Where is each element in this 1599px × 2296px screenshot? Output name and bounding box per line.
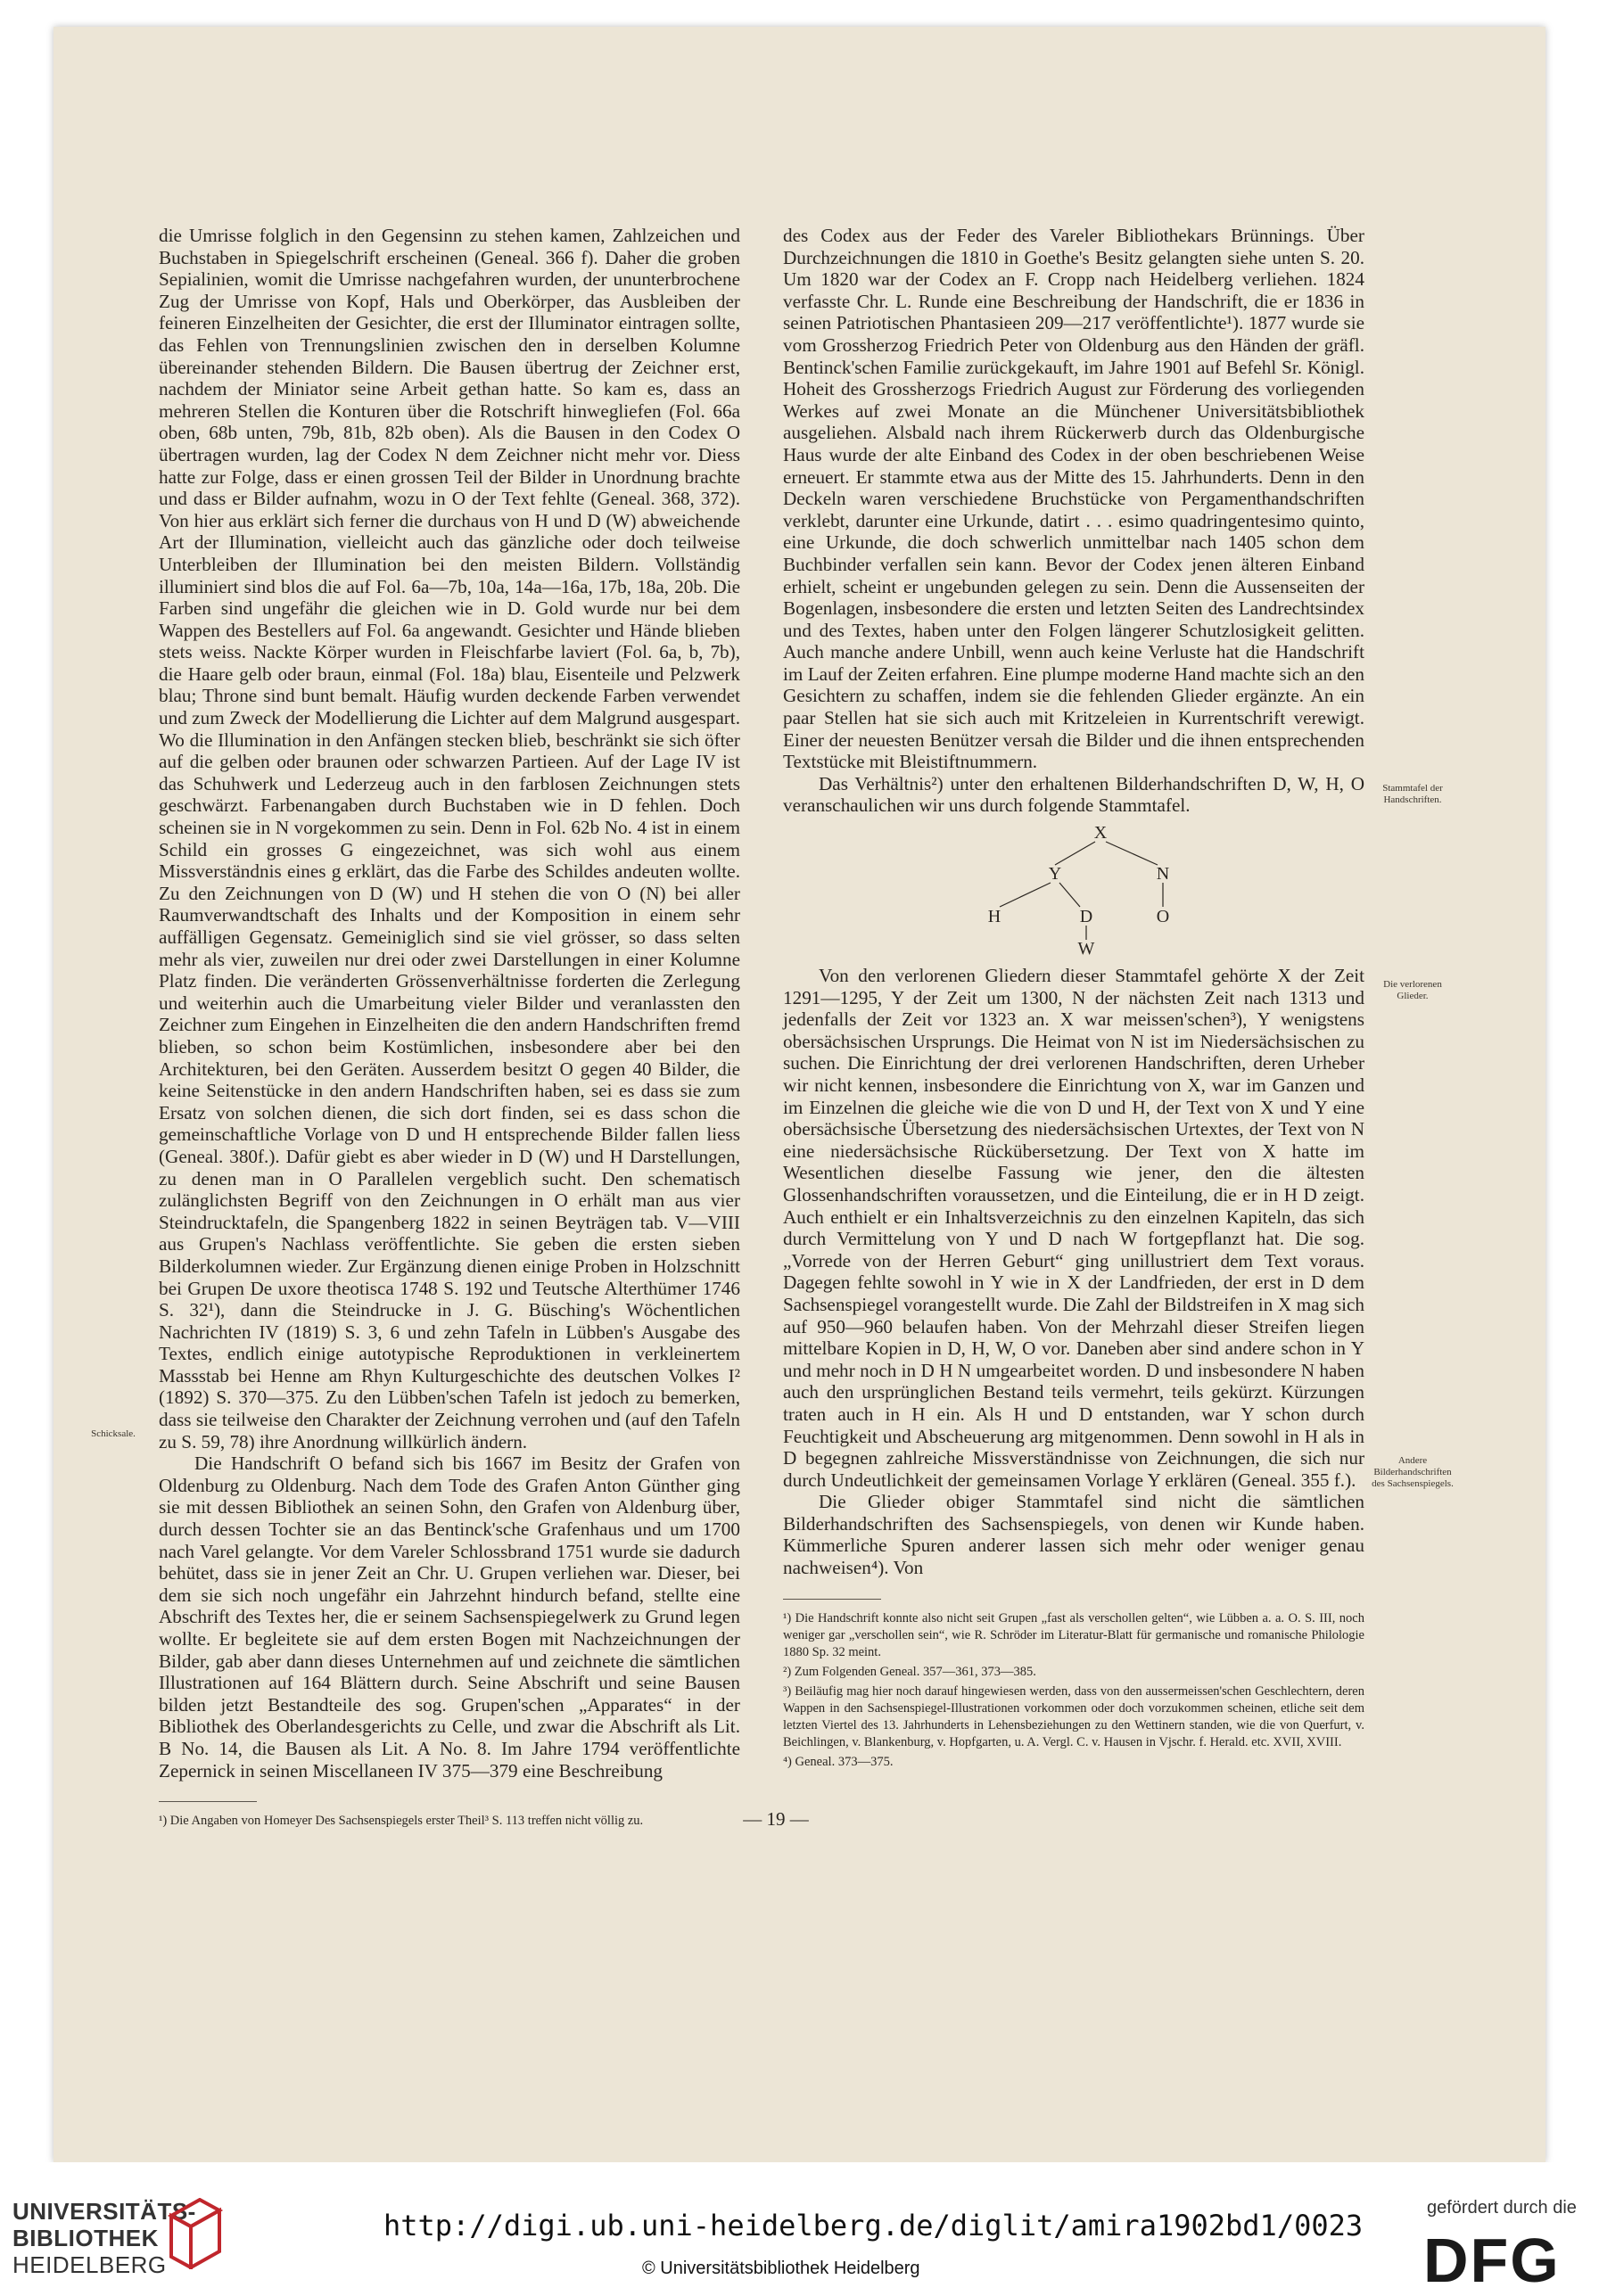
stemma-lines: [783, 822, 1364, 956]
footnote-rule: [159, 1801, 257, 1802]
stemma-node-y: Y: [1048, 864, 1062, 885]
right-column: [783, 225, 1364, 1773]
margin-note-verlorene: Die verlorenen Glieder.: [1383, 979, 1442, 1001]
stemma-node-h: H: [987, 907, 1001, 927]
paragraph: Das Verhältnis²) unter den erhaltenen Bilderhandschriften D, W, H, O veranschaulichen wir uns durch folgende Stammtafel.: [783, 772, 1364, 817]
book-icon: [164, 2198, 227, 2269]
paragraph: des Codex aus der Feder des Vareler Bibliothekars Brünnings. Über Durchzeichnungen die 1810 in Goethe's Besitz gelangten siehe unten S. 20. Um 1820 war der Codex an F. Cropp nach Heidelberg verliehen. 1824 verfasste Chr. L. Runde eine Beschreibung der Handschrift, die er 1836 in seinen Patriotischen Phantasieen 209—217 veröffentlichte¹). 1877 wurde sie vom Grossherzog Friedrich Peter von Oldenburg aus den Händen der gräfl. Bentinck'schen Familie zurückgekauft, im Jahre 1901 auf Befehl Sr. Königl. Hoheit des Grossherzogs Friedrich August zur Förderung des vorliegenden Werkes auf zwei Monate an die Münchener Universitätsbibliothek ausgeliehen. Alsbald nach ihrem Rückerwerb durch das Oldenburgische Haus wurde der alte Einband des Codex in der oben beschriebenen Weise erneuert. Er stammte etwa aus der Mitte des 15. Jahrhunderts. Denn in den Deckeln waren verschiedene Bruchstücke von Pergamenthandschriften verklebt, darunter eine Urkunde, datirt . . . esimo quadringentesimo quinto, eine Urkunde, die doch schwerlich unmittelbar nach 1405 schon dem Buchbinder verfallen sein kann. Bevor der Codex jenen älteren Einband erhielt, scheint er ungebunden gelegen zu sein. Denn die Aussenseiten der Bogenlagen, insbesondere die ersten und letzten Seiten des Landrechtsindex und des Textes, haben unter den Folgen längerer Schutzlosigkeit gelitten. Auch manche andere Unbill, wenn auch keine Verluste hat die Handschrift im Lauf der Zeiten erfahren. Eine plumpe moderne Hand machte sich an den Gesichtern zu schaffen, indem sie die fehlenden Glieder ergänzte. An ein paar Stellen hat sie sich auch mit Kritzeleien in Kurrentschrift verewigt. Einer der neuesten Benützer versah die Bilder und die ihnen entsprechenden Textstücke mit Bleistiftnummern.: [783, 225, 1364, 773]
footnote: ¹) Die Handschrift konnte also nicht seit Grupen „fast als verschollen gelten“, wie Lübben a. a. O. S. III, noch weniger gar „verschollen sein“, wie R. Schröder im Literatur-Blatt für germanische und romanische Philologie 1880 Sp. 32 meint.: [783, 1610, 1364, 1659]
footnote: ¹) Die Angaben von Homeyer Des Sachsenspiegels erster Theil³ S. 113 treffen nicht völlig zu.: [159, 1814, 644, 1829]
library-name-line3: HEIDELBERG: [12, 2251, 167, 2278]
university-library-logo: [5, 2189, 228, 2278]
left-footnotes: [159, 1813, 740, 1830]
stemma-node-x: X: [1093, 823, 1108, 844]
footnote-rule: [783, 1599, 881, 1600]
stemma-node-w: W: [1077, 939, 1095, 959]
footnote: ³) Beiläufig mag hier noch darauf hingewiesen werden, dass von den aussermeissen'schen Geschlechtern, deren Wappen in den Sachsenspiegel-Illustrationen vorkommen oder doch vorzukommen scheinen, etliche seit dem letzten Viertel des 13. Jahrhunderts in Lehensbeziehungen zu den Wettinern standen, wie die von Querfurt, v. Beichlingen, v. Blankenburg, v. Hopfgarten, u. A. Vergl. C. v. Hausen in Vjschr. f. Herald. etc. XVII, XVIII.: [783, 1683, 1364, 1749]
margin-note-andere: Andere Bilderhandschriften des Sachsenspiegels.: [1372, 1455, 1454, 1489]
paragraph: Die Handschrift O befand sich bis 1667 im Besitz der Grafen von Oldenburg zu Oldenburg. Nach dem Tode des Grafen Anton Günther ging sie mit dessen Bibliothek an seinen Sohn, den Grafen von Aldenburg über, durch dessen Tochter sie an das Bentinck'sche Grafenhaus und um 1700 nach Varel gelangte. Vor dem Vareler Schlossbrand 1751 wurde sie dadurch behütet, dass sie in jener Zeit an Chr. U. Grupen verliehen war. Dieser, bei dem sie sich noch ungefähr ein Jahrzehnt hindurch befand, stellte eine Abschrift des Textes her, die er seinem Sachsenspiegelwerk zu Grund legen wollte. Er begleitete sie auf dem ersten Bogen mit Nachzeichnungen der Bilder, gab aber dann dieses Unternehmen auf und zeichnete die sämtlichen Illustrationen auf 164 Blättern durch. Seine Abschrift und seine Bausen bilden jetzt Bestandteile des sog. Grupen'schen „Apparates“ in der Bibliothek des Oberlandesgerichts zu Celle, und zwar die Abschrift als Lit. B No. 14, die Bausen als Lit. A No. 8. Im Jahre 1794 veröffentlichte Zepernick in seinen Miscellaneen IV 375—379 eine Beschreibung: [159, 1452, 740, 1782]
dfg-logo: DFG: [1423, 2226, 1561, 2295]
paragraph: Von den verlorenen Gliedern dieser Stammtafel gehörte X der Zeit 1291—1295, Y der Zeit um 1300, N der nächsten Zeit nach 1313 und jedenfalls der Zeit vor 1323 an. X war meissen'schen³), Y wenigstens obersächsischen Ursprungs. Die Heimat von N ist im Niedersächsischen zu suchen. Die Einrichtung der drei verlorenen Handschriften, deren Urheber wir nicht kennen, insbesondere die Einrichtung von X, war im Ganzen und im Einzelnen die gleiche wie die von D und H, der Text von X und Y eine obersächsische Übersetzung des niedersächsischen Urtextes, der Text von N eine niedersächsische Rückübersetzung. Der Text von X hatte im Wesentlichen dieselbe Fassung wie jener, den die ältesten Glossenhandschriften voraussetzen, und die Einteilung, die er in H D zeigt. Auch enthielt er ein Inhaltsverzeichnis zu den einzelnen Kapiteln, das sich durch Vermittelung von Y und D nach W fortgepflanzt hat. Die sog. „Vorrede von der Herren Geburt“ ging unillustriert dem Text voraus. Dagegen fehlte sowohl in Y wie in X der Landfrieden, der erst in D dem Sachsenspiegel vorangestellt wurde. Die Zahl der Bildstreifen in X mag sich auf 950—960 belaufen haben. Von der Mehrzahl dieser Streifen liegen mittelbare Kopien in D, H, W, O vor. Daneben aber sind andere schon in Y und mehr noch in D H N umgearbeitet worden. D und insbesondere N haben auch den ursprünglichen Bestand teils vermehrt, teils gekürzt. Kürzungen traten auch in H ein. Als H und D entstanden, war Y schon durch Feuchtigkeit und Abscheuerung arg mitgenommen. Denn sowohl in H als in D begegnen zahlreiche Missverständnisse von Zeichnungen, die sich nur durch Undeutlichkeit der gemeinsamen Vorlage Y erklären (Geneal. 355 f.).: [783, 965, 1364, 1491]
paragraph: Die Glieder obiger Stammtafel sind nicht die sämtlichen Bilderhandschriften des Sachsenspiegels, von denen wir Kunde haben. Kümmerliche Spuren anderer lassen sich mehr oder weniger genau nachweisen⁴). Von: [783, 1491, 1364, 1579]
left-column: [159, 225, 740, 1832]
footnote: ²) Zum Folgenden Geneal. 357—361, 373—385.: [783, 1664, 1036, 1679]
funding-label: gefördert durch die: [1427, 2198, 1577, 2218]
library-name-line2: BIBLIOTHEK: [12, 2225, 159, 2251]
footer-bar: [0, 2162, 1599, 2295]
stemma-node-n: N: [1156, 864, 1170, 885]
source-url[interactable]: http://digi.ub.uni-heidelberg.de/diglit/amira1902bd1/0023: [383, 2209, 1364, 2243]
footnote: ⁴) Geneal. 373—375.: [783, 1754, 894, 1769]
right-footnotes: [783, 1610, 1364, 1771]
margin-note-schicksale: Schicksale.: [91, 1428, 136, 1439]
margin-note-stammtafel: Stammtafel der Handschriften.: [1382, 783, 1443, 805]
stemma-diagram: [783, 822, 1364, 959]
page-number: — 19 —: [743, 1808, 809, 1830]
copyright-notice: © Universitätsbibliothek Heidelberg: [642, 2259, 920, 2278]
library-name-line1: UNIVERSITÄTS-: [12, 2198, 196, 2225]
stemma-node-o: O: [1156, 907, 1170, 927]
stemma-node-d: D: [1079, 907, 1093, 927]
paragraph: die Umrisse folglich in den Gegensinn zu stehen kamen, Zahlzeichen und Buchstaben in Spiegelschrift erscheinen (Geneal. 366 f). Daher die groben Sepialinien, womit die Umrisse nachgefahren wurden, der ununterbrochene Zug der Umrisse von Kopf, Hals und Oberkörper, das Ausbleiben der feineren Einzelheiten der Gesichter, die erst der Illuminator eintragen sollte, das Fehlen von Trennungslinien zwischen den in derselben Kolumne übereinander stehenden Bildern. Die Bausen übertrug der Zeichner erst, nachdem der Miniator seine Arbeit gethan hatte. So kam es, dass an mehreren Stellen die Konturen über die Rotschrift hinwegliefen (Fol. 66a oben, 68b unten, 79b, 81b, 82b oben). Als die Bausen in den Codex O übertragen wurden, lag der Codex N dem Zeichner nicht mehr vor. Diess hatte zur Folge, dass er einen grossen Teil der Bilder in Unordnung brachte und dass er Bilder aufnahm, wozu in O der Text fehlte (Geneal. 368, 372). Von hier aus erklärt sich ferner die durchaus von H und D (W) abweichende Art der Illumination, vielleicht auch das gänzliche oder doch teilweise Unterbleiben der Illumination bei den meisten Bildern. Vollständig illuminiert sind blos die auf Fol. 6a—7b, 10a, 14a—16a, 17b, 18a, 20b. Die Farben sind ungefähr die gleichen wie in D. Gold wurde nur bei dem Wappen des Bestellers auf Fol. 6a angewandt. Gesichter und Hände blieben stets weiss. Nackte Körper wurden in Fleischfarbe laviert (Fol. 6a, b, 7b), die Haare gelb oder braun, einmal (Fol. 18a) blau, Eisenteile und Pelzwerk blau; Throne sind bunt bemalt. Häufig wurden deckende Farben verwendet und zum Zweck der Modellierung die Lichter auf dem Malgrund ausgespart. Wo die Illumination in den Anfängen stecken blieb, beschränkt sie sich öfter auf die gelben oder braunen oder schwarzen Partieen. Auf der Lage IV ist das Schuhwerk und Lederzeug auch in den farblosen Zeichnungen stets geschwärzt. Farbenangaben durch Buchstaben wie in D fehlen. Doch scheinen sie in N vorgekommen zu sein. Denn in Fol. 62b No. 4 ist in einem Schild ein grosses G eingezeichnet, was sich wohl aus einem Missverständnis eines g erklärt, das die Farbe des Schildes andeuten wollte. Zu den Zeichnungen von D (W) und H stehen die von O (N) bei aller Raumverwandtschaft des Inhalts und der Komposition in einem sehr auffälligen Gegensatz. Gemeiniglich sind sie viel grösser, so dass selten mehr als vier, zuweilen nur drei oder zwei Darstellungen in einer Kolumne Platz finden. Die veränderten Grössenverhältnisse forderten die Zerlegung und weiterhin auch die Umarbeitung vieler Bilder und veranlassten den Zeichner zum Eingehen in Einzelheiten die den andern Handschriften fremd blieben, so schon beim Kostümlichen, insbesondere aber bei den Architekturen, bei den Geräten. Ausserdem besitzt O gegen 40 Bilder, die keine Seitenstücke in den andern Handschriften haben, sei es dass sie zum Ersatz von solchen dienen, die sich dort finden, sei es dass schon die gemeinschaftliche Vorlage von D und H entsprechende Bilder fallen liess (Geneal. 380f.). Dafür giebt es aber wieder in D (W) und H Darstellungen, zu denen man in O Parallelen vergeblich sucht. Den schematisch zulänglichsten Begriff von den Zeichnungen in O erhält man aus vier Steindrucktafeln, die Spangenberg 1822 in seinen Beyträgen tab. V—VIII aus Grupen's Nachlass veröffentlichte. Sie geben die ersten sieben Bilderkolumnen wieder. Zur Ergänzung dienen einige Proben in Holzschnitt bei Grupen De uxore theotisca 1748 S. 192 und Teutsche Alterthümer 1746 S. 32¹), dann die Steindrucke in J. G. Büsching's Wöchentlichen Nachrichten IV (1819) S. 3, 6 und zehn Tafeln in Lübben's Ausgabe des Textes, endlich einige autotypische Reproduktionen in verkleinertem Massstab bei Henne am Rhyn Kulturgeschichte des deutschen Volkes I² (1892) S. 370—375. Zu den Lübben'schen Tafeln ist jedoch zu bemerken, dass sie teilweise den Charakter der Zeichnung verrohen und (auf den Tafeln zu S. 59, 78) ihre Anordnung willkürlich ändern.: [159, 225, 740, 1452]
